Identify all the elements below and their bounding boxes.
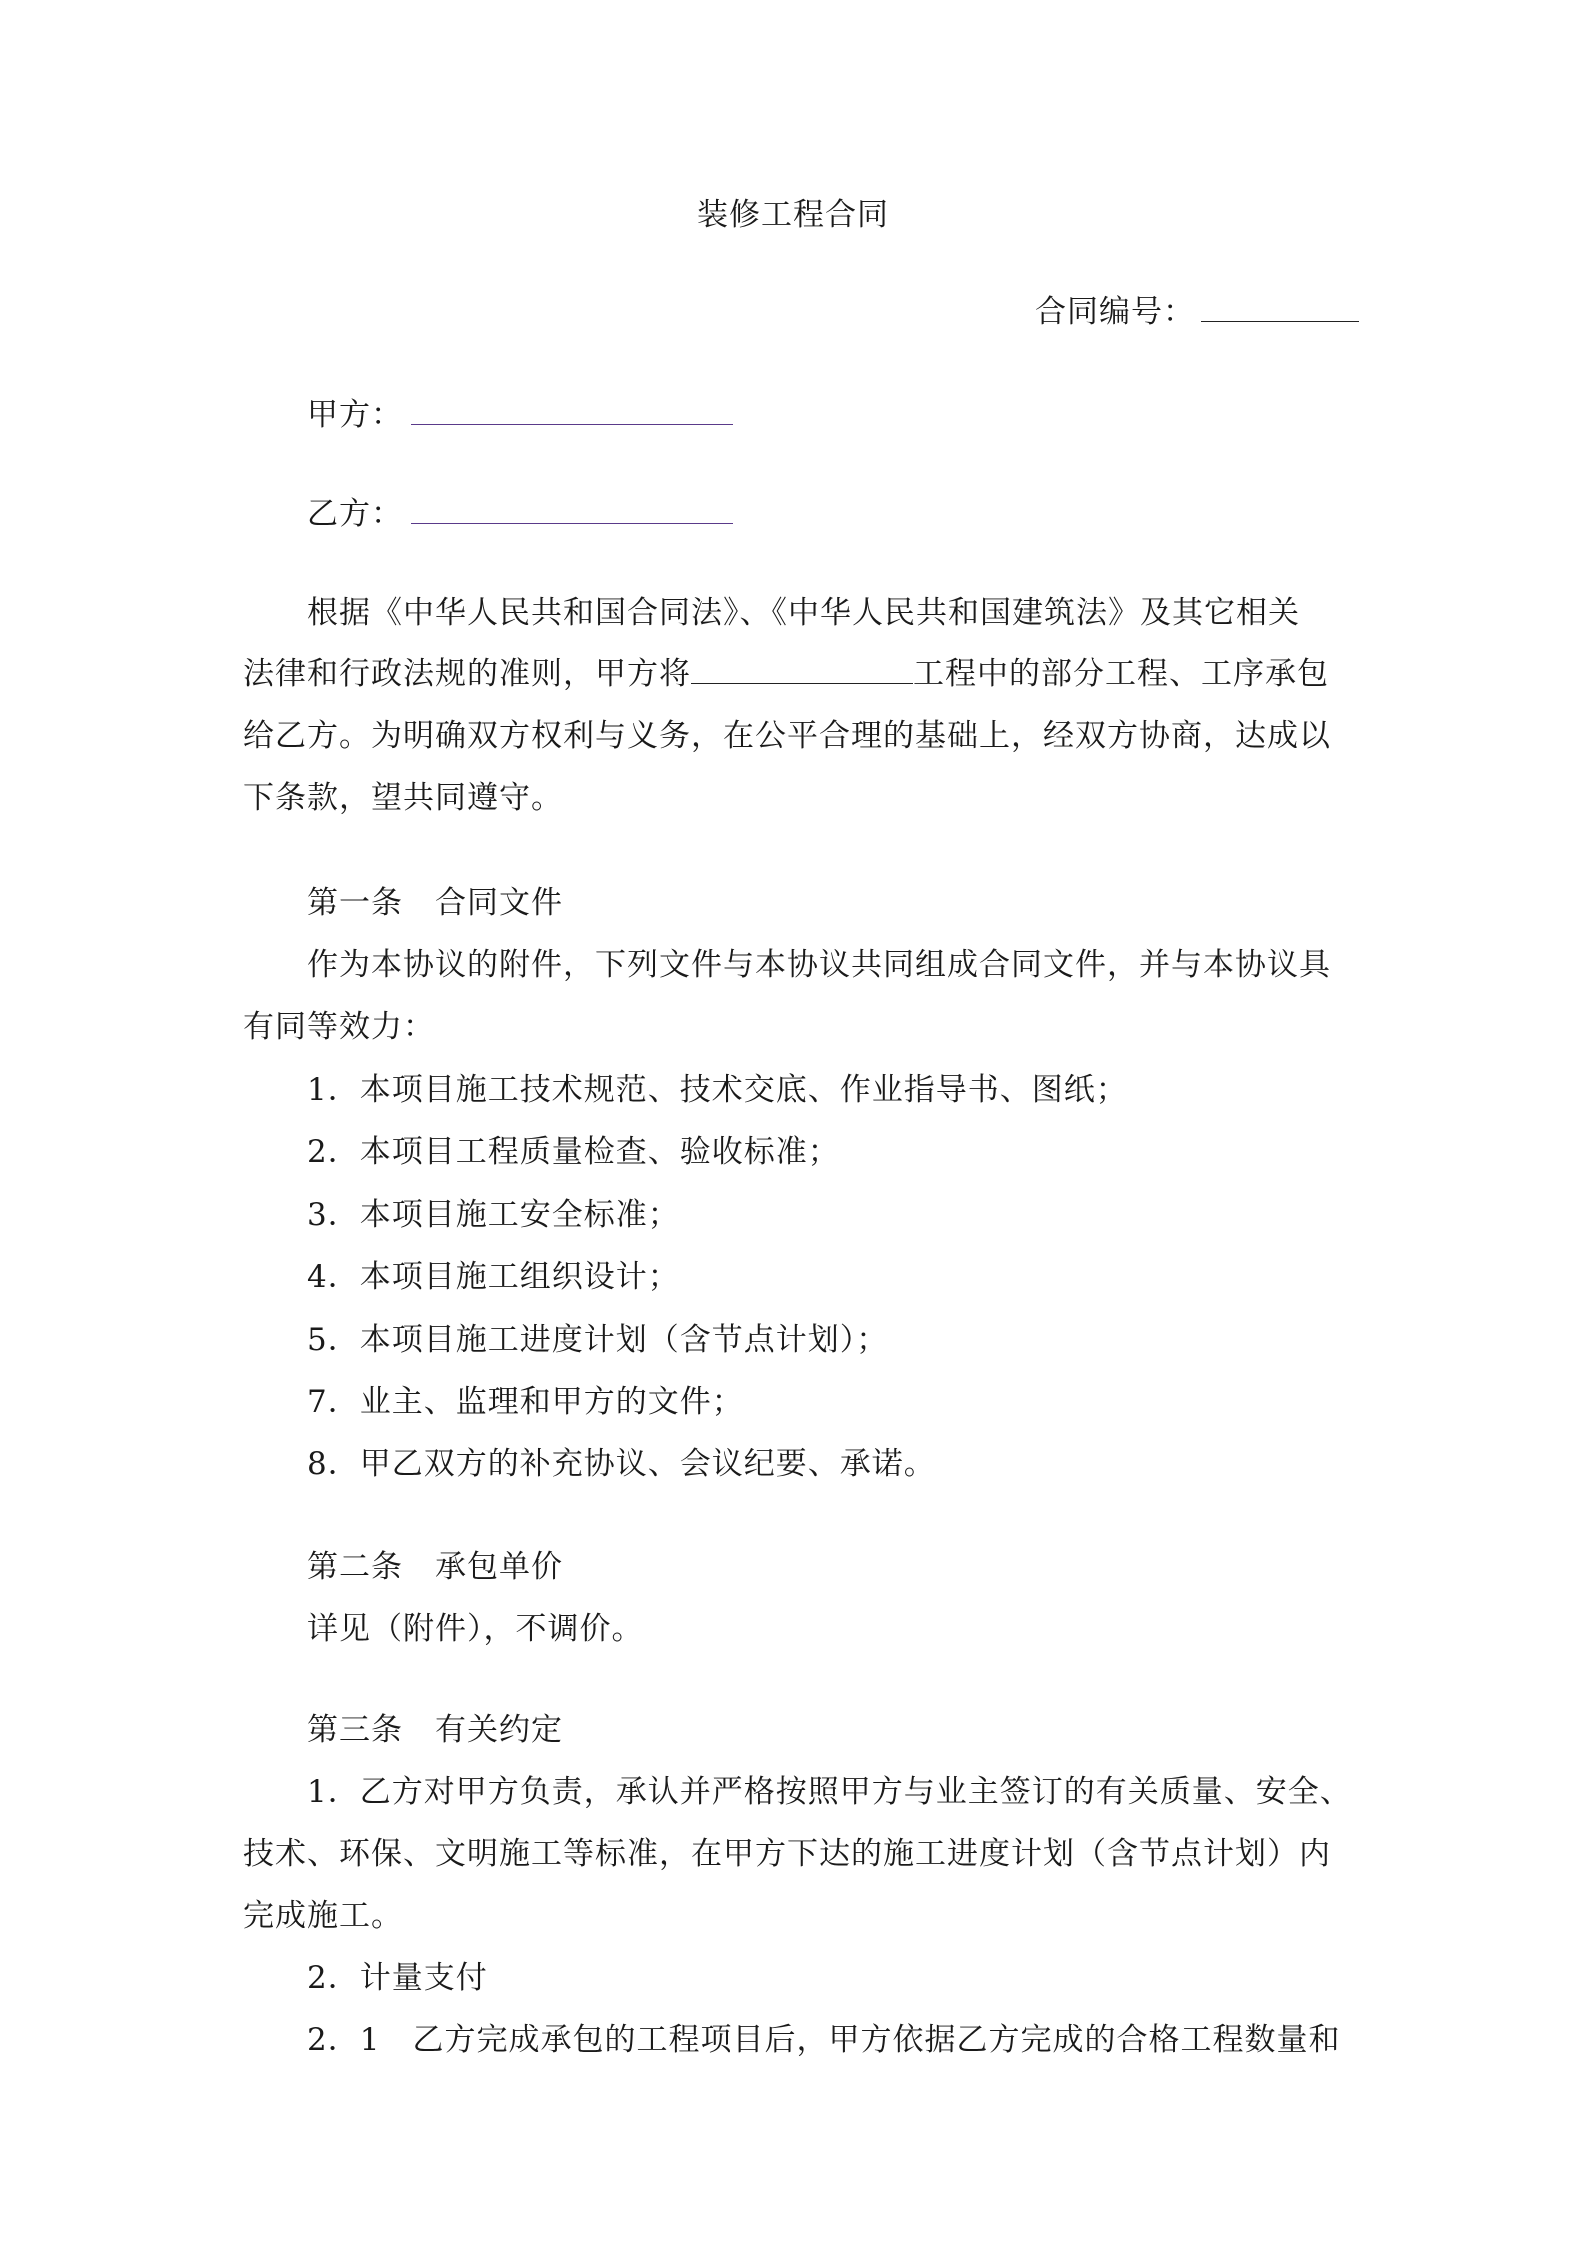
article-3-item-2: 2．计量支付 (307, 1960, 488, 1996)
project-name-blank[interactable] (691, 657, 913, 684)
party-b-blank[interactable] (411, 497, 733, 524)
preamble-line-2 (243, 654, 1329, 694)
article-1-item: 8．甲乙双方的补充协议、会议纪要、承诺。 (307, 1446, 936, 1482)
party-a-label: 甲方： (307, 397, 403, 433)
preamble-line-2-pre: 法律和行政法规的准则，甲方将 (243, 656, 691, 692)
article-3-item-1-line-3: 完成施工。 (243, 1898, 403, 1934)
article-2-heading: 第二条 承包单价 (307, 1549, 563, 1585)
preamble-line-1: 根据《中华人民共和国合同法》、《中华人民共和国建筑法》及其它相关 (307, 595, 1300, 631)
article-2-text: 详见（附件），不调价。 (307, 1611, 644, 1647)
preamble-line-3: 给乙方。为明确双方权利与义务，在公平合理的基础上，经双方协商，达成以 (243, 718, 1331, 754)
article-3-heading: 第三条 有关约定 (307, 1712, 563, 1748)
contract-number-label: 合同编号： (1035, 294, 1195, 330)
article-3-item-1-line-1: 1．乙方对甲方负责，承认并严格按照甲方与业主签订的有关质量、安全、 (307, 1774, 1352, 1810)
article-3-item-1-line-2: 技术、环保、文明施工等标准，在甲方下达的施工进度计划（含节点计划）内 (243, 1836, 1331, 1872)
contract-number-row (1035, 292, 1359, 332)
party-a-blank[interactable] (411, 398, 733, 425)
article-1-heading: 第一条 合同文件 (307, 885, 563, 921)
article-3-item-2-1: 2．1 乙方完成承包的工程项目后，甲方依据乙方完成的合格工程数量和 (307, 2022, 1341, 2058)
preamble-line-4: 下条款，望共同遵守。 (243, 780, 563, 816)
party-a-row (307, 395, 733, 435)
article-1-item: 1．本项目施工技术规范、技术交底、作业指导书、图纸； (307, 1072, 1128, 1108)
article-1-item: 3．本项目施工安全标准； (307, 1197, 680, 1233)
article-1-item: 7．业主、监理和甲方的文件； (307, 1384, 744, 1420)
preamble-line-2-post: 工程中的部分工程、工序承包 (913, 656, 1329, 692)
contract-number-blank[interactable] (1201, 295, 1359, 322)
article-1-intro-line-2: 有同等效力： (243, 1009, 435, 1045)
article-1-item: 4．本项目施工组织设计； (307, 1259, 680, 1295)
article-1-item: 5．本项目施工进度计划（含节点计划）； (307, 1322, 889, 1358)
document-title: 装修工程合同 (697, 197, 889, 233)
party-b-row (307, 494, 733, 534)
article-1-intro-line-1: 作为本协议的附件，下列文件与本协议共同组成合同文件，并与本协议具 (307, 947, 1331, 983)
article-1-item: 2．本项目工程质量检查、验收标准； (307, 1134, 840, 1170)
party-b-label: 乙方： (307, 496, 403, 532)
